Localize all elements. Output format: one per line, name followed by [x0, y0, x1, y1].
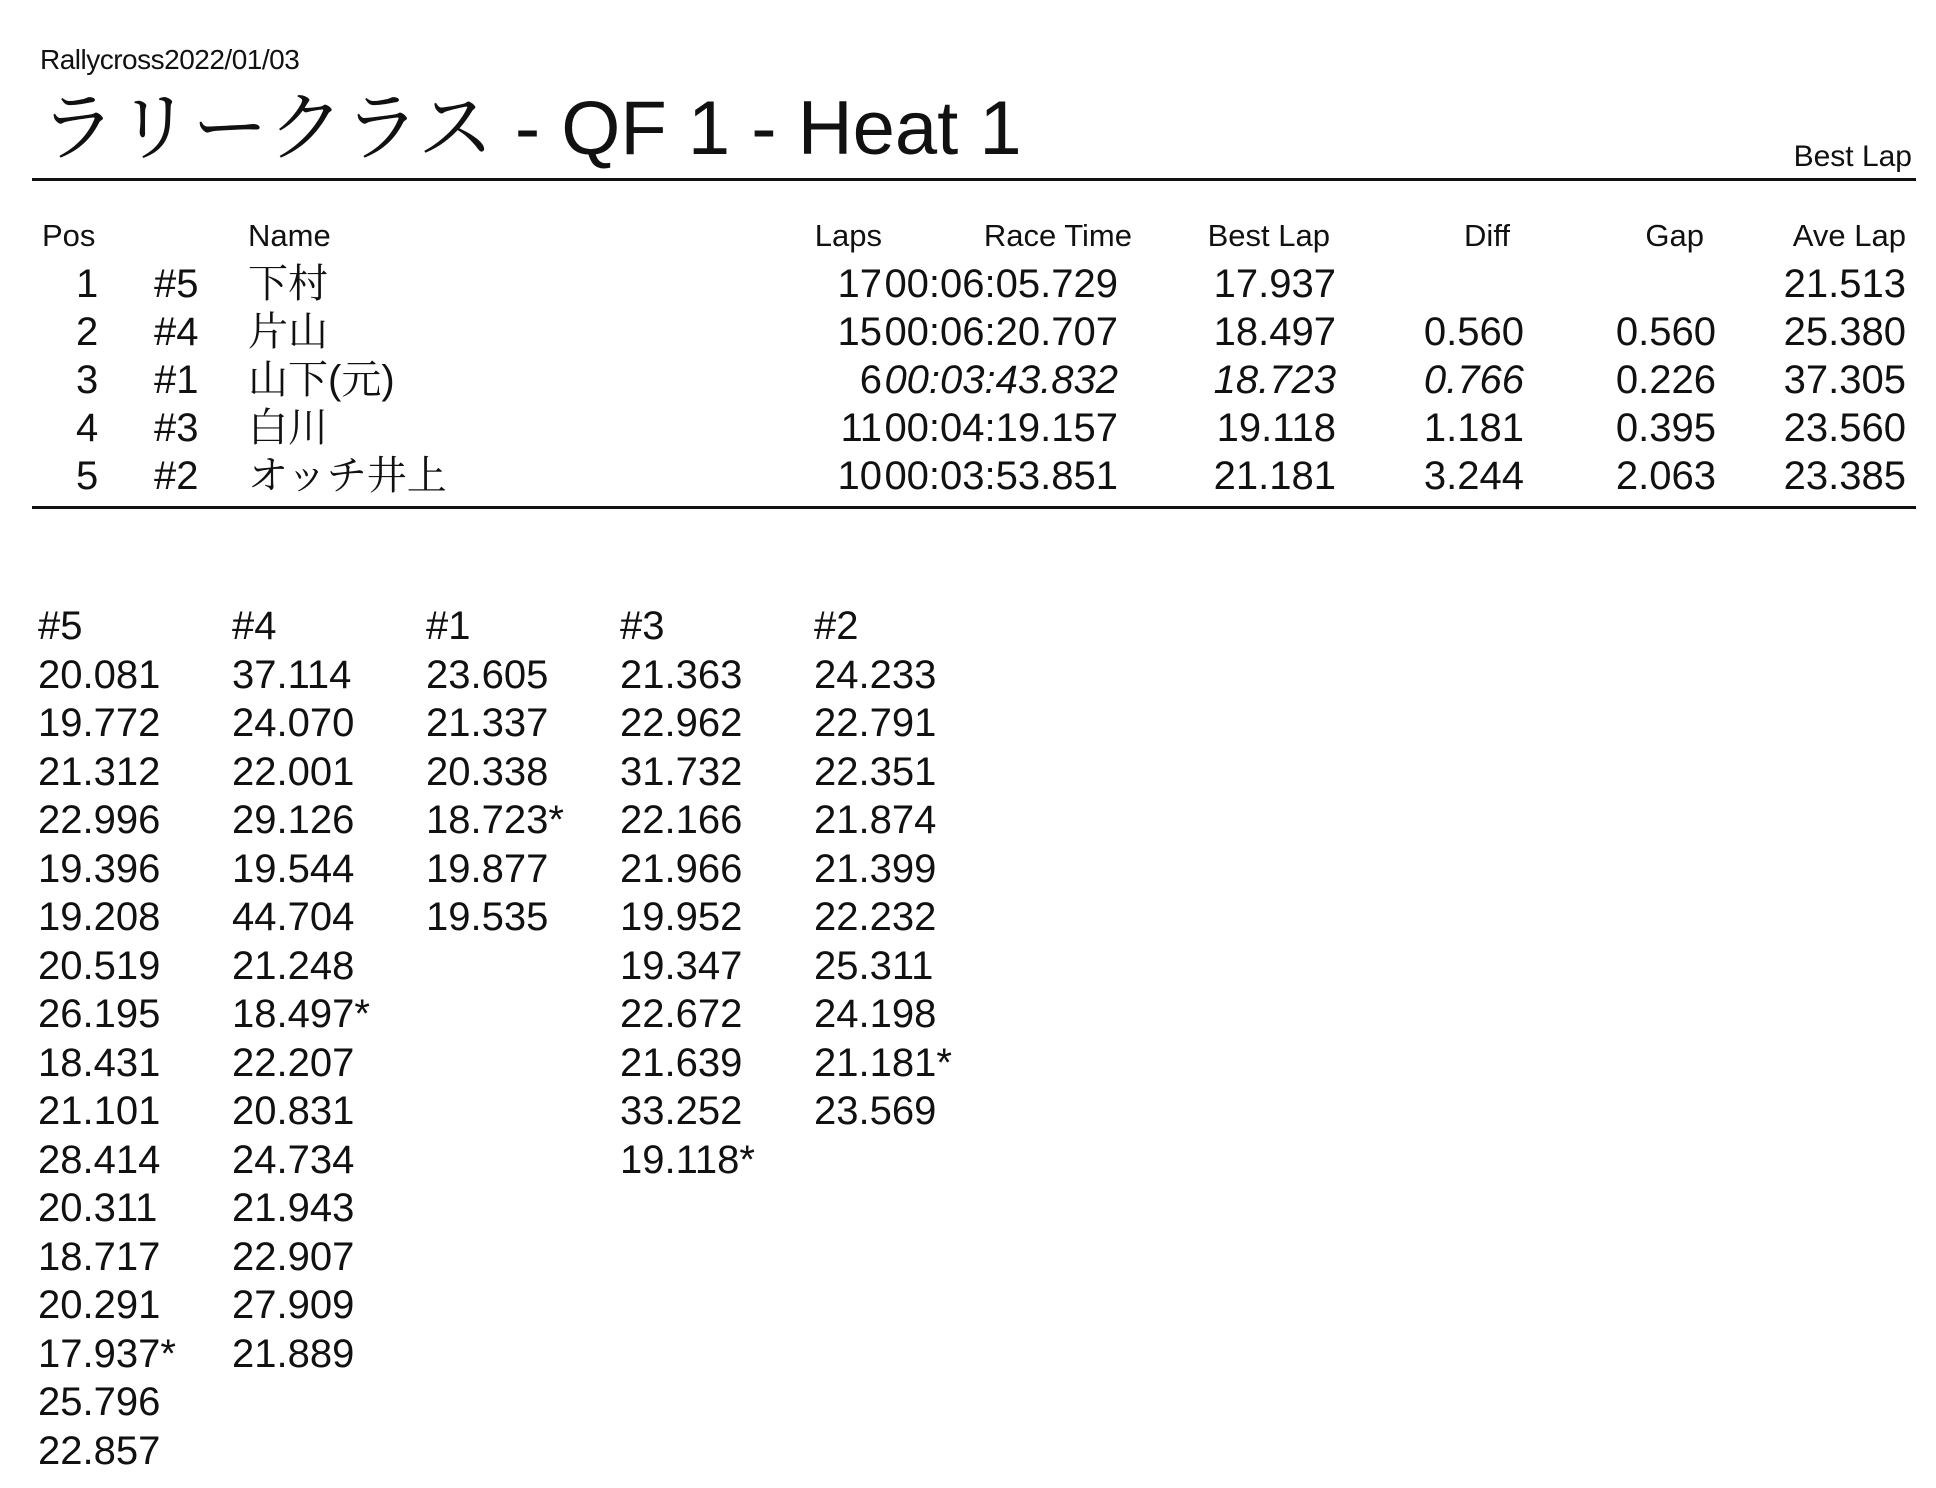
- driver-name: 山下(元): [248, 358, 395, 402]
- race-time: 00:03:43.832: [884, 358, 1118, 402]
- position: 4: [76, 406, 99, 450]
- lap-time: 37.114: [232, 652, 352, 697]
- gap: 0.395: [1615, 406, 1716, 450]
- driver-name: 下村: [248, 262, 328, 306]
- gap: 0.560: [1615, 310, 1716, 354]
- lap-time: 21.639: [620, 1040, 743, 1085]
- lap-times-column: [620, 602, 810, 1184]
- ave-lap: 21.513: [1783, 262, 1906, 306]
- ave-lap: 23.560: [1783, 406, 1906, 450]
- lap-time: 24.198: [814, 992, 937, 1036]
- laps: 6: [859, 358, 882, 402]
- car-number: #2: [154, 454, 199, 498]
- position: 1: [76, 262, 99, 306]
- position: 5: [76, 454, 99, 498]
- laps: 15: [837, 310, 882, 354]
- column-header-pos: Pos: [42, 218, 96, 253]
- best-lap: 21.181: [1213, 454, 1336, 498]
- results-table: [32, 212, 1916, 500]
- column-header-gap: Gap: [1645, 218, 1704, 253]
- lap-time: 22.672: [620, 992, 743, 1036]
- lap-time: 20.831: [232, 1089, 355, 1133]
- lap-time: 44.704: [232, 895, 355, 939]
- lap-time: 21.312: [38, 749, 161, 794]
- lap-time: 22.907: [232, 1234, 355, 1279]
- lap-time: 25.796: [38, 1380, 161, 1424]
- lap-time: 19.877: [426, 846, 549, 891]
- best-lap: 18.723: [1213, 358, 1336, 402]
- car-number: #4: [154, 310, 199, 354]
- race-time: 00:06:05.729: [884, 262, 1118, 306]
- lap-time: 18.431: [38, 1040, 161, 1085]
- lap-time: 25.311: [814, 943, 934, 988]
- ave-lap: 23.385: [1783, 454, 1906, 498]
- lap-time: 22.166: [620, 798, 743, 842]
- lap-column-car-number: #2: [814, 604, 859, 648]
- gap: 0.226: [1615, 358, 1716, 402]
- table-row: [32, 260, 1916, 308]
- lap-time: 21.248: [232, 943, 355, 988]
- lap-time: 22.962: [620, 701, 743, 745]
- race-time: 00:04:19.157: [884, 406, 1118, 450]
- lap-time: 27.909: [232, 1283, 355, 1327]
- laps: 10: [837, 454, 882, 498]
- lap-time: 24.070: [232, 701, 355, 745]
- diff: 0.560: [1423, 310, 1524, 354]
- best-lap-sort-label: Best Lap: [1793, 140, 1912, 173]
- driver-name: オッチ井上: [248, 454, 447, 498]
- car-number: #1: [154, 358, 199, 402]
- lap-time: 19.208: [38, 895, 161, 939]
- lap-time-best: 19.118*: [620, 1137, 755, 1182]
- lap-time: 18.717: [38, 1234, 161, 1279]
- diff: 0.766: [1423, 358, 1524, 402]
- column-header-race-time: Race Time: [983, 218, 1132, 253]
- lap-column-car-number: #4: [232, 604, 277, 648]
- ave-lap: 37.305: [1783, 358, 1906, 402]
- lap-time: 29.126: [232, 798, 355, 842]
- best-lap: 19.118: [1216, 406, 1336, 450]
- lap-time: 20.081: [38, 652, 161, 697]
- lap-time: 22.857: [38, 1428, 161, 1473]
- lap-times-column: [38, 602, 228, 1475]
- lap-time: 20.291: [38, 1283, 161, 1327]
- lap-time: 21.101: [38, 1089, 161, 1133]
- ave-lap: 25.380: [1783, 310, 1906, 354]
- lap-time-best: 18.723*: [426, 798, 564, 842]
- column-header-ave-lap: Ave Lap: [1792, 218, 1906, 253]
- diff: 1.181: [1423, 406, 1524, 450]
- position: 2: [76, 310, 99, 354]
- lap-time: 20.519: [38, 943, 161, 988]
- lap-time: 19.544: [232, 846, 355, 891]
- column-header-best-lap: Best Lap: [1207, 218, 1330, 253]
- results-header-row: [32, 212, 1916, 260]
- lap-times-column: [232, 602, 422, 1378]
- lap-time: 21.363: [620, 652, 743, 697]
- lap-time: 19.952: [620, 895, 743, 939]
- table-row: [32, 404, 1916, 452]
- lap-time: 19.396: [38, 846, 161, 891]
- lap-time: 22.996: [38, 798, 161, 842]
- lap-time: 19.535: [426, 895, 549, 939]
- lap-time: 31.732: [620, 749, 743, 794]
- lap-time: 24.734: [232, 1137, 355, 1182]
- lap-time: 22.207: [232, 1040, 355, 1085]
- lap-time: 22.351: [814, 749, 937, 794]
- lap-time: 21.943: [232, 1186, 355, 1230]
- lap-time: 21.874: [814, 798, 937, 842]
- lap-times-column: [426, 602, 616, 942]
- laps: 11: [840, 406, 882, 450]
- lap-time-best: 18.497*: [232, 992, 370, 1036]
- lap-time: 21.966: [620, 846, 743, 891]
- lap-time: 20.311: [38, 1186, 158, 1230]
- table-row: [32, 356, 1916, 404]
- driver-name: 白川: [248, 406, 328, 450]
- lap-time: 19.347: [620, 943, 743, 988]
- car-number: #3: [154, 406, 199, 450]
- column-header-laps: Laps: [814, 218, 882, 253]
- laps: 17: [837, 262, 882, 306]
- lap-column-car-number: #3: [620, 604, 665, 648]
- race-time: 00:03:53.851: [884, 454, 1118, 498]
- page-title: ラリークラス - QF 1 - Heat 1: [40, 86, 1022, 171]
- lap-time: 20.338: [426, 749, 549, 794]
- lap-time-best: 17.937*: [38, 1331, 176, 1376]
- lap-column-car-number: #1: [426, 604, 471, 648]
- event-date-line: Rallycross2022/01/03: [40, 44, 300, 75]
- driver-name: 片山: [248, 310, 328, 354]
- lap-time-best: 21.181*: [814, 1040, 952, 1085]
- race-time: 00:06:20.707: [884, 310, 1118, 354]
- lap-time: 26.195: [38, 992, 161, 1036]
- lap-column-car-number: #5: [38, 604, 83, 648]
- lap-time: 23.605: [426, 652, 549, 697]
- results-bottom-rule: [32, 506, 1916, 509]
- lap-time: 33.252: [620, 1089, 743, 1133]
- header-rule: [32, 178, 1916, 181]
- diff: 3.244: [1423, 454, 1524, 498]
- lap-time: 19.772: [38, 701, 161, 745]
- lap-times-column: [814, 602, 1004, 1136]
- lap-time: 28.414: [38, 1137, 161, 1182]
- car-number: #5: [154, 262, 199, 306]
- lap-time: 21.337: [426, 701, 549, 745]
- position: 3: [76, 358, 99, 402]
- lap-time: 24.233: [814, 652, 937, 697]
- lap-time: 22.791: [814, 701, 937, 745]
- lap-time: 22.001: [232, 749, 355, 794]
- lap-time: 21.399: [814, 846, 937, 891]
- gap: 2.063: [1615, 454, 1716, 498]
- column-header-name: Name: [248, 218, 331, 253]
- table-row: [32, 308, 1916, 356]
- lap-time: 23.569: [814, 1089, 937, 1133]
- lap-time: 21.889: [232, 1331, 355, 1376]
- lap-time: 22.232: [814, 895, 937, 939]
- table-row: [32, 452, 1916, 500]
- best-lap: 18.497: [1213, 310, 1336, 354]
- column-header-diff: Diff: [1464, 218, 1510, 253]
- best-lap: 17.937: [1213, 262, 1336, 306]
